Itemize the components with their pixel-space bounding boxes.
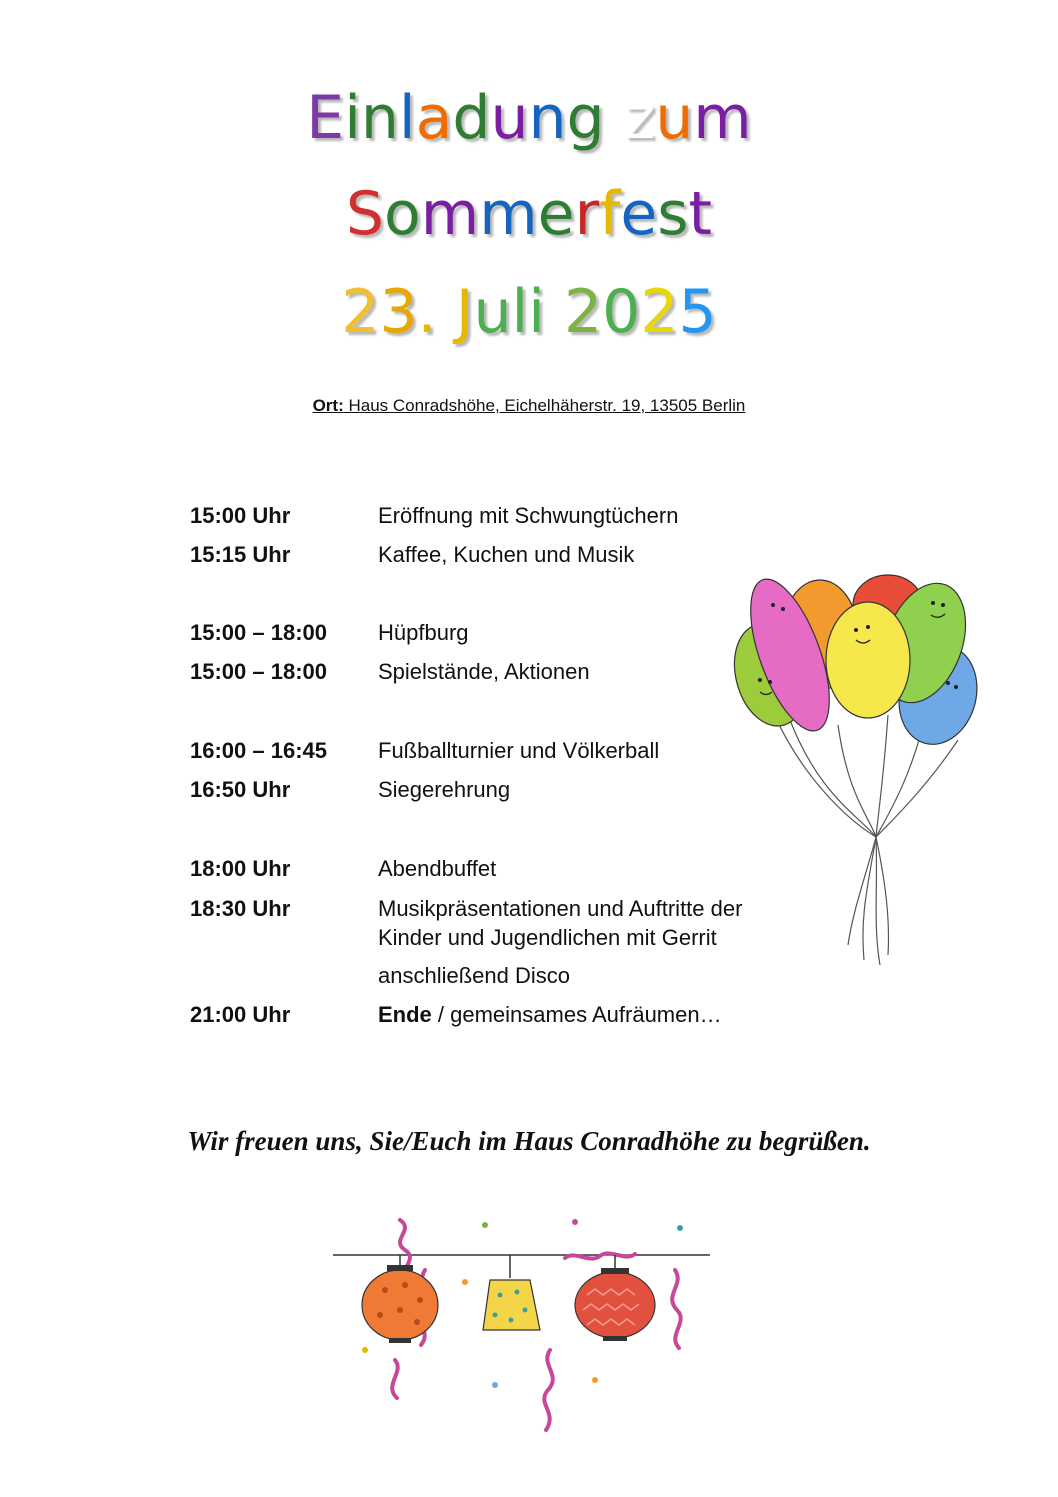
title-letter: n: [360, 83, 399, 153]
title-letter: 2: [341, 277, 380, 347]
title-letter: .: [417, 277, 437, 347]
title-letter: [437, 282, 456, 342]
title-line-3: [0, 277, 1058, 347]
title-letter: e: [620, 179, 658, 249]
schedule-time: 18:00 Uhr: [190, 856, 291, 881]
title-letter: n: [528, 83, 567, 153]
title-letter: s: [657, 179, 689, 249]
lanterns-illustration: [325, 1210, 715, 1450]
venue-address: Haus Conradshöhe, Eichelhäherstr. 19, 13505 Berlin: [343, 396, 746, 415]
schedule-activity: Kaffee, Kuchen und Musik: [378, 542, 635, 567]
schedule-time: 15:00 Uhr: [190, 503, 291, 528]
title-letter: 5: [678, 277, 717, 347]
title-letter: z: [623, 83, 656, 153]
schedule-time: 16:00 – 16:45: [190, 738, 327, 763]
schedule-activity: [378, 1001, 722, 1029]
title-letter: m: [479, 179, 538, 249]
title-letter: g: [566, 83, 605, 153]
schedule-activity: Hüpfburg: [378, 620, 469, 645]
title-letter: 2: [640, 277, 679, 347]
title-letter: 2: [563, 277, 603, 347]
title-letter: d: [452, 83, 491, 153]
title-line-2: [0, 179, 1058, 249]
title-line-1: [0, 83, 1058, 153]
title-letter: u: [473, 277, 512, 347]
schedule-time: 15:15 Uhr: [190, 542, 291, 567]
title-letter: e: [537, 179, 575, 249]
schedule-activity: anschließend Disco: [378, 963, 570, 988]
schedule-activity: Abendbuffet: [378, 856, 497, 881]
title-letter: t: [688, 179, 713, 249]
schedule-time: 15:00 – 18:00: [190, 659, 327, 684]
title-letter: f: [599, 179, 621, 249]
title-letter: J: [455, 277, 474, 347]
venue-label: Ort:: [312, 396, 344, 415]
schedule-activity: Eröffnung mit Schwungtüchern: [378, 503, 679, 528]
schedule-activity: Spielstände, Aktionen: [378, 659, 590, 684]
title-letter: 0: [602, 277, 641, 347]
title-letter: S: [345, 179, 385, 249]
schedule-activity: Siegerehrung: [378, 777, 511, 802]
schedule-time: 18:30 Uhr: [190, 896, 291, 921]
title-letter: l: [511, 277, 529, 347]
title-letter: u: [490, 83, 529, 153]
schedule-time: 21:00 Uhr: [190, 1002, 291, 1027]
venue: [0, 396, 1058, 416]
end-label: Ende: [378, 1002, 432, 1027]
title-letter: o: [384, 179, 421, 249]
schedule-time: 15:00 – 18:00: [190, 620, 327, 645]
title-letter: E: [306, 83, 345, 153]
title-letter: l: [398, 83, 416, 153]
title-letter: i: [528, 277, 545, 347]
title-letter: m: [420, 179, 480, 249]
title-letter: i: [344, 83, 361, 153]
title-letter: a: [415, 83, 453, 153]
title-letter: [605, 88, 624, 148]
closing-message: Wir freuen uns, Sie/Euch im Haus Conradhöhe zu begrüßen.: [187, 1126, 871, 1156]
schedule-activity: Kinder und Jugendlichen mit Gerrit: [378, 925, 717, 950]
title-letter: u: [655, 83, 694, 153]
title-letter: m: [693, 83, 752, 153]
title-letter: [545, 282, 564, 342]
balloons-illustration: [728, 565, 998, 975]
schedule-activity: Fußballturnier und Völkerball: [378, 738, 660, 763]
title-letter: r: [574, 179, 600, 249]
end-rest: / gemeinsames Aufräumen…: [431, 1002, 722, 1027]
schedule-activity: Musikpräsentationen und Auftritte der: [378, 896, 743, 921]
schedule-time: 16:50 Uhr: [190, 777, 291, 802]
title-letter: 3: [379, 277, 418, 347]
